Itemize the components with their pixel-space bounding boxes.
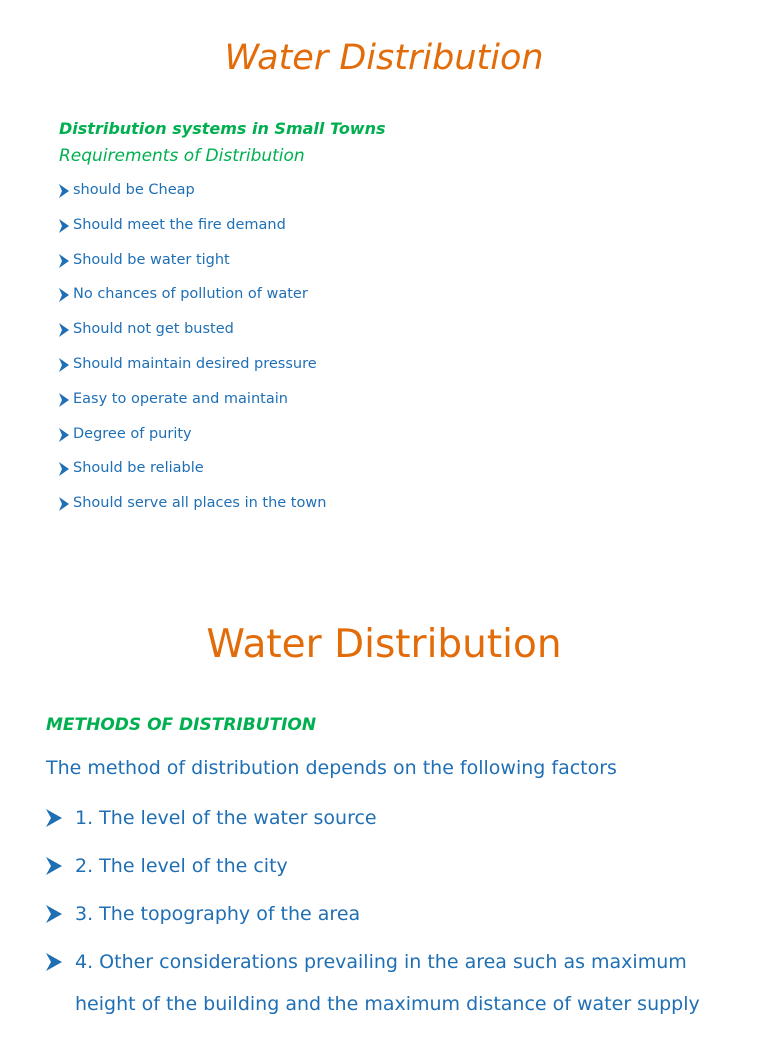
list-item-text: should be Cheap	[73, 182, 195, 198]
list-item-text: Degree of purity	[73, 425, 192, 442]
list-item-text: Easy to operate and maintain	[73, 390, 288, 407]
arrow-bullet-icon	[59, 462, 69, 476]
list-item-text: Should be water tight	[73, 251, 230, 268]
arrow-bullet-icon	[59, 393, 69, 407]
arrow-bullet-icon	[46, 953, 62, 971]
arrow-bullet-icon	[59, 254, 69, 268]
arrow-bullet-icon	[59, 497, 69, 511]
requirements-list	[59, 182, 326, 530]
arrow-bullet-icon	[46, 905, 62, 923]
arrow-bullet-icon	[59, 288, 69, 302]
list-item-text: Should not get busted	[73, 321, 234, 338]
arrow-bullet-icon	[59, 219, 69, 233]
list-item	[59, 460, 326, 495]
section-subheading: Distribution systems in Small Towns	[59, 119, 386, 138]
list-item-text: Should serve all places in the town	[73, 495, 327, 512]
slide-title: Water Distribution	[224, 38, 544, 78]
list-item	[59, 356, 326, 391]
arrow-bullet-icon	[46, 857, 62, 875]
factors-list	[46, 804, 746, 1045]
arrow-bullet-icon	[59, 184, 69, 198]
arrow-bullet-icon	[59, 358, 69, 372]
list-item	[59, 426, 326, 461]
list-item	[59, 182, 326, 217]
arrow-bullet-icon	[59, 428, 69, 442]
list-item-text: 1. The level of the water source	[75, 807, 377, 829]
list-item-text: Should maintain desired pressure	[73, 355, 317, 372]
list-item-text: Should meet the fire demand	[73, 216, 286, 233]
list-item	[46, 852, 746, 880]
section-subheading: METHODS OF DISTRIBUTION	[46, 715, 317, 735]
list-item-text: 2. The level of the city	[75, 855, 288, 877]
list-item	[59, 321, 326, 356]
list-item	[59, 495, 326, 530]
list-item	[59, 217, 326, 252]
list-item	[46, 941, 746, 1025]
list-item	[59, 286, 326, 321]
list-item	[59, 252, 326, 287]
section-subheading-requirements: Requirements of Distribution	[59, 146, 305, 166]
arrow-bullet-icon	[59, 323, 69, 337]
slide-title: Water Distribution	[206, 622, 562, 667]
list-item	[46, 900, 746, 928]
arrow-bullet-icon	[46, 809, 62, 827]
list-item-text: 4. Other considerations prevailing in the area such as maximum height of the building and the maximum distance of water supply	[75, 951, 700, 1015]
list-item-text: No chances of pollution of water	[73, 286, 308, 303]
slide-methods	[0, 600, 768, 1024]
list-item-text: Should be reliable	[73, 460, 204, 477]
intro-text: The method of distribution depends on the following factors	[46, 757, 617, 779]
list-item-text: 3. The topography of the area	[75, 903, 361, 925]
list-item	[46, 804, 746, 832]
list-item	[59, 391, 326, 426]
